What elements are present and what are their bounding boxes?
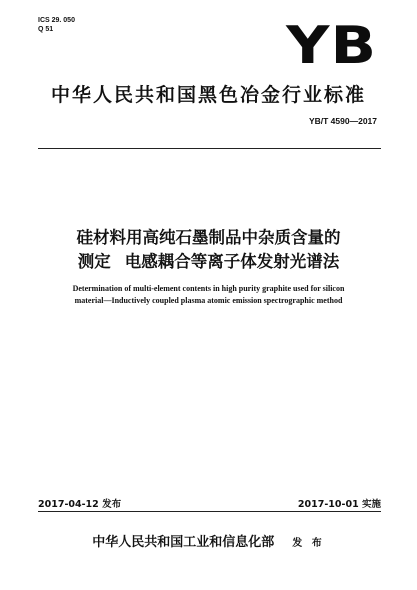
top-divider xyxy=(38,148,381,149)
issue-date: 2017-04-12 发布 xyxy=(38,499,122,510)
bottom-divider xyxy=(38,511,381,512)
chinese-title-line-2-part-2: 电感耦合等离子体发射光谱法 xyxy=(124,252,340,271)
publish-label: 发 布 xyxy=(292,538,325,549)
english-title-line-1: Determination of multi-element contents in high purity graphite used for silicon xyxy=(72,284,345,293)
chinese-title-line-1: 硅材料用高纯石墨制品中杂质含量的 xyxy=(76,228,341,247)
ics-code: ICS 29. 050 xyxy=(38,17,75,24)
english-title xyxy=(0,283,417,307)
classification-codes xyxy=(38,16,75,35)
issuer-name: 中华人民共和国工业和信息化部 xyxy=(92,535,275,550)
chinese-title-line-2-part-1: 测定 xyxy=(77,252,111,271)
ccs-code: Q 51 xyxy=(38,26,54,34)
org-title: 中华人民共和国黑色冶金行业标准 xyxy=(50,84,366,106)
chinese-title xyxy=(0,226,417,274)
chinese-title-line-2 xyxy=(0,250,417,274)
issuer-line xyxy=(0,531,417,550)
yb-logo: YB xyxy=(285,16,377,76)
english-title-line-2: material—Inductively coupled plasma atomic emission spectrographic method xyxy=(74,296,343,305)
standard-number: YB/T 4590—2017 xyxy=(308,116,377,126)
implementation-date: 2017-10-01 实施 xyxy=(297,499,381,510)
